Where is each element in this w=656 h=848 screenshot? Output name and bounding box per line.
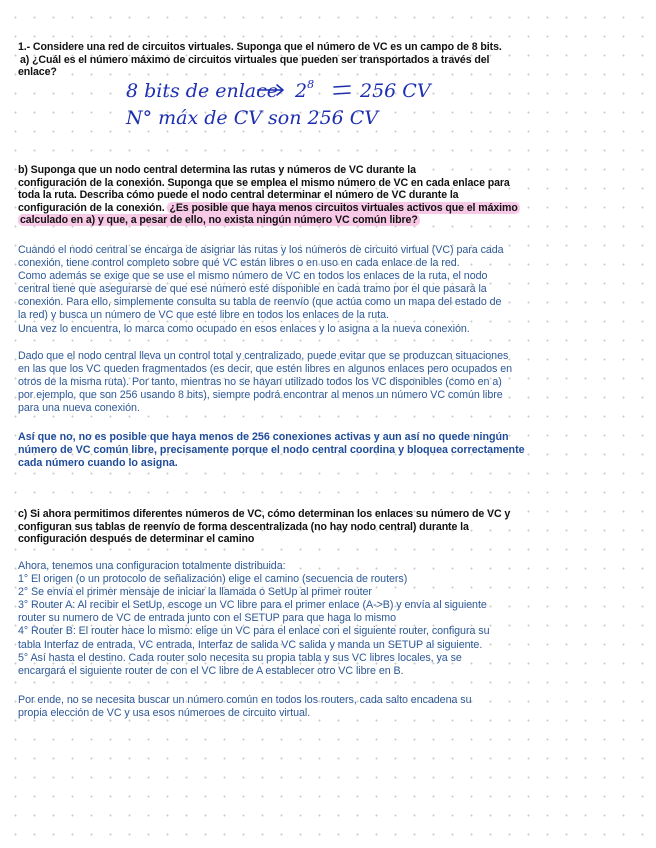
answer-b-line: otros de la misma ruta). Por tanto, mientras no se hayan utilizado todos los VC disponibles (como en a): [18, 376, 502, 389]
question-b-text: configuración de la conexión.: [18, 201, 168, 214]
question-b-line: [18, 214, 628, 227]
answer-c-line: router su numero de VC de entrada junto con el SETUP para que haga lo mismo: [18, 612, 397, 625]
answer-b-line: Dado que el nodo central lleva un control total y centralizado, puede evitar que se produzcan situaciones: [18, 350, 509, 362]
answer-c-paragraph-2: [18, 694, 628, 720]
answer-b-line: Cuando el nodo central se encarga de asignar las rutas y los números de circuito virtual (VC) para cada: [18, 244, 504, 256]
answer-c-line: 3° Router A: Al recibir el SetUp, escoge un VC libre para el primer enlace (A->B) y envía al siguiente: [18, 599, 487, 612]
handwritten-equals: [334, 86, 350, 94]
answer-b-line: Como además se exige que se use el mismo número de VC en todos los enlaces de la ruta, el nodo: [18, 270, 488, 283]
answer-b-line: por ejemplo, que son 256 usando 8 bits), siempre podrá encontrar al menos un número VC común libre: [18, 389, 503, 402]
answer-b-line: conexión. Para ello, simplemente consulta su tabla de reenvío (que actúa como un mapa del estado de: [18, 296, 502, 309]
answer-b-line: conexión, tiene control completo sobre qué VC están libres o en uso en cada enlace de la red.: [18, 257, 460, 270]
highlighted-question: calculado en a) y que, a pesar de ello, no exista ningún número VC común libre?: [20, 214, 418, 226]
answer-b-line: la red) y busca un número de VC que esté libre en todos los enlaces de la ruta.: [18, 309, 389, 322]
question-1-line: a) ¿Cuál es el número máximo de circuitos virtuales que pueden ser transportados a través del: [20, 53, 490, 66]
answer-c-line: Ahora, tenemos una configuracion totalmente distribuida:: [18, 560, 286, 572]
handwriting-line-2: N° máx de CV son 256 CV: [126, 107, 379, 129]
question-b-line: [18, 202, 628, 215]
answer-c-line: 2° Se envía el primer mensaje de iniciar la llamada o SetUp al primer router: [18, 586, 372, 599]
handwriting-256cv: 256 CV: [360, 80, 431, 102]
handwriting-8bits: 8 bits de enlace: [126, 80, 279, 102]
handwriting-2-pow-8: $2^8$: [295, 78, 315, 102]
question-c-line: c) Si ahora permitimos diferentes números de VC, cómo determinan los enlaces su número de VC y: [18, 508, 511, 520]
question-b-line: toda la ruta. Describa cómo puede el nodo central determinar el número de VC durante la: [18, 189, 459, 201]
answer-b-line: para una nueva conexión.: [18, 402, 140, 415]
answer-b-line: central tiene que asegurarse de que ese número esté disponible en cada tramo por el que pasará la: [18, 283, 487, 296]
question-c-line: configuran sus tablas de reenvío de forma descentralizada (no hay nodo central) durante la: [18, 520, 469, 533]
answer-b-conclusion-line: número de VC común libre, precisamente porque el nodo central coordina y bloquea correctamente: [18, 444, 525, 457]
answer-b-conclusion-line: Así que no, no es posible que haya menos de 256 conexiones activas y aun así no quede ningún: [18, 431, 509, 443]
question-b-line: configuración de la conexión. Suponga que se emplea el mismo número de VC en cada enlace para: [18, 176, 510, 189]
answer-b-paragraph-1: [18, 244, 628, 336]
answer-b-line: Una vez lo encuentra, lo marca como ocupado en esos enlaces y lo asigna a la nueva conexión.: [18, 322, 470, 335]
answer-c-line: Por ende, no se necesita buscar un número común en todos los routers, cada salto encadena su: [18, 694, 472, 706]
question-c: [18, 508, 628, 546]
answer-b-conclusion: [18, 431, 628, 470]
answer-c-line: encargará el siguiente router de con el VC libre de A establecer otro VC libre en B.: [18, 664, 404, 677]
answer-c-line: 4° Router B: El router hace lo mismo: elige un VC para el enlace con el siguiente router, configura su: [18, 625, 490, 638]
answer-c-line: propia elección de VC y usa esos númeroes de circuito virtual.: [18, 707, 311, 720]
answer-c-line: 5° Así hasta el destino. Cada router solo necesita su propia tabla y sus VC libres locales, ya se: [18, 651, 462, 664]
answer-c-line: tabla Interfaz de entrada, VC entrada, Interfaz de salida VC salida y manda un SETUP al siguiente.: [18, 638, 483, 651]
question-1-line: 1.- Considere una red de circuitos virtuales. Suponga que el número de VC es un campo de 8 bits.: [18, 41, 502, 53]
answer-b-conclusion-line: cada número cuando lo asigna.: [18, 457, 178, 470]
question-b: [18, 164, 628, 227]
highlighted-question: ¿Es posible que haya menos circuitos virtuales activos que el máximo: [169, 201, 518, 214]
question-b-line: b) Suponga que un nodo central determina las rutas y números de VC durante la: [18, 164, 416, 176]
answer-c-paragraph-1: [18, 560, 628, 678]
answer-c-line: 1° El origen (o un protocolo de señalización) elige el camino (secuencia de routers): [18, 573, 408, 586]
answer-b-line: en las que los VC queden fragmentados (es decir, que estén libres en algunos enlaces pero ocupados en: [18, 363, 513, 376]
answer-b-paragraph-2: [18, 350, 628, 415]
question-1-line: enlace?: [18, 66, 57, 78]
question-c-line: configuración después de determinar el camino: [18, 533, 255, 545]
